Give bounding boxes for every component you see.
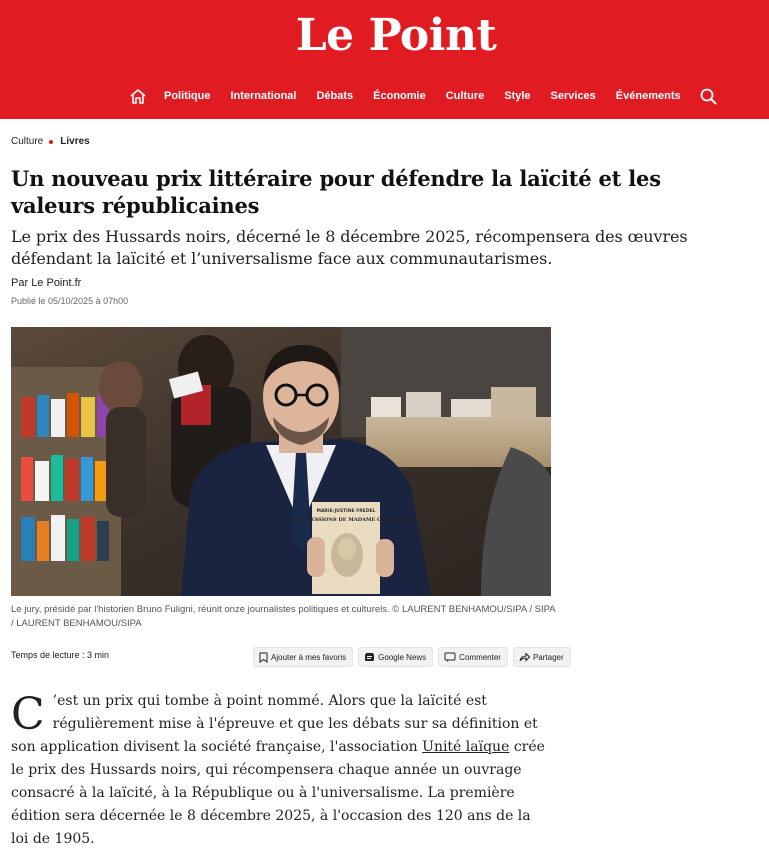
breadcrumb-separator [49,140,53,144]
google-news-icon [364,652,375,662]
nav-item-international[interactable]: International [230,90,297,102]
bookmark-icon [259,652,268,663]
nav-item-culture[interactable]: Culture [445,90,485,102]
comment-label: Commenter [459,652,501,662]
nav-item-evenements[interactable]: Événements [615,90,681,102]
home-icon[interactable] [128,86,148,106]
nav-item-services[interactable]: Services [550,90,596,102]
comment-icon [444,652,456,662]
drop-cap: C [11,689,45,740]
body-text-part-2: crée le prix des Hussards noirs, qui récompensera chaque année un ouvrage consacré à la laïcité, à la République ou à l'universalisme. La première édition sera décernée le 8 décembre 2025, à l'occasion des 120 ans de la loi de 1905. [11,739,545,847]
article-title: Un nouveau prix littéraire pour défendre la laïcité et les valeurs républicaines [11,166,661,218]
nav-item-economie[interactable]: Économie [373,90,426,102]
comment-button[interactable] [438,647,508,667]
nav-item-politique[interactable]: Politique [164,90,211,102]
site-logo[interactable]: Le Point [295,10,497,61]
unite-laique-link[interactable]: Unité laïque [422,739,510,755]
book-title: LES CONFESSIONS DE MADAME CENT-SOUS [281,517,411,523]
google-news-label: Google News [378,652,427,662]
breadcrumb-livres[interactable]: Livres [60,136,90,147]
book-author: MARIE-JUSTINE FREDEL [316,509,376,514]
nav-item-style[interactable]: Style [504,90,531,102]
article-actions [253,647,576,667]
photo-caption: Le jury, présidé par l'historien Bruno Fuligni, réunit onze journalistes politiques et culturels. © LAURENT BENHAMOU/SIPA / SIPA / LAURENT BENHAMOU/SIPA [11,604,556,629]
nav-item-debats[interactable]: Débats [316,90,354,102]
body-text-part-1: ’est un prix qui tombe à point nommé. Alors que la laïcité est régulièrement mise à l'épreuve et que les débats sur sa définition et son application divisent la société française, l'association [11,693,538,755]
article-lede: Le prix des Hussards noirs, décerné le 8 décembre 2025, récompensera des œuvres défendant la laïcité et l’universalisme face aux communautarismes. [11,227,688,268]
share-label: Partager [532,652,564,662]
breadcrumb-culture[interactable]: Culture [11,136,44,147]
main-nav [128,84,719,108]
share-button[interactable] [513,647,571,667]
share-icon [519,652,530,662]
add-favorite-label: Ajouter à mes favoris [271,652,347,662]
read-time: Temps de lecture : 3 min [11,650,110,660]
add-favorite-button[interactable] [253,647,353,667]
search-icon[interactable] [699,86,719,106]
byline-prefix: Par [11,277,32,289]
article-body [11,690,551,851]
site-header [0,0,769,119]
article-photo [11,327,551,596]
google-news-button[interactable] [358,647,433,667]
publish-date: Publié le 05/10/2025 à 07h00 [11,296,129,306]
breadcrumb [11,136,90,147]
author-link[interactable]: Le Point.fr [31,277,82,289]
byline [11,277,81,289]
